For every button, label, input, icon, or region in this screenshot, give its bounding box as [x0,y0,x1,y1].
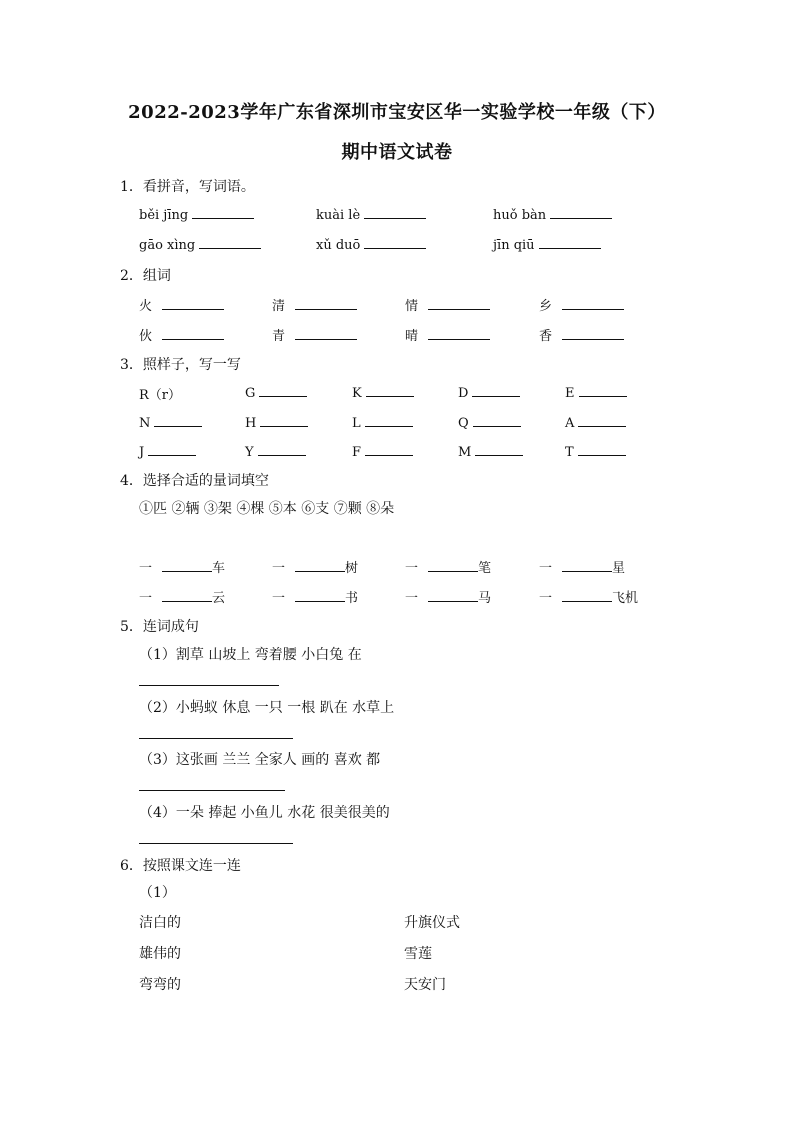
pinyin-item [493,236,601,253]
letter-text: M [458,445,472,460]
character-text: 晴 [405,329,419,344]
pinyin-item [493,206,612,223]
answer-blank[interactable] [562,589,612,602]
answer-blank[interactable] [162,297,224,310]
noun-text: 马 [478,591,492,606]
pinyin-text: huǒ bàn [493,208,547,223]
prefix-text: 一 [405,591,419,606]
noun-text: 云 [212,591,226,606]
noun-text: 书 [345,591,359,606]
character-item [272,325,357,344]
letter-item [565,443,626,460]
letter-text: G [245,386,256,401]
match-left-item[interactable]: 弯弯的 [139,977,181,993]
letter-text: K [352,386,362,401]
answer-blank[interactable] [428,297,490,310]
fill-item [539,557,625,576]
match-right-item[interactable]: 雪莲 [404,946,432,962]
answer-blank[interactable] [428,327,490,340]
letter-item [352,443,413,460]
letter-item [245,384,307,401]
letter-item [245,414,308,431]
letter-text: F [352,445,362,460]
sub-question-label: （1） [139,885,176,901]
character-item [539,295,624,314]
character-text: 情 [405,299,419,314]
answer-blank[interactable] [365,443,413,456]
answer-line[interactable] [139,684,279,686]
fill-item [539,587,638,606]
letter-item [245,443,306,460]
answer-blank[interactable] [259,384,307,397]
answer-blank[interactable] [199,236,261,249]
noun-text: 车 [212,561,226,576]
letter-item [352,414,413,431]
answer-blank[interactable] [579,384,627,397]
answer-blank[interactable] [562,559,612,572]
sentence-words: （1）割草 山坡上 弯着腰 小白兔 在 [139,647,362,663]
fill-item [139,557,225,576]
answer-blank[interactable] [428,559,478,572]
answer-line[interactable] [139,842,293,844]
answer-blank[interactable] [148,443,196,456]
question-1-heading: 1．看拼音，写词语。 [120,179,255,195]
letter-item [565,414,626,431]
answer-blank[interactable] [366,384,414,397]
noun-text: 笔 [478,561,492,576]
question-6-heading: 6．按照课文连一连 [120,858,241,874]
character-text: 香 [539,329,553,344]
answer-blank[interactable] [539,236,601,249]
letter-text: T [565,445,574,460]
answer-blank[interactable] [260,414,308,427]
letter-item [565,384,627,401]
letter-item [458,414,521,431]
measure-word-options: ①匹 ②辆 ③架 ④棵 ⑤本 ⑥支 ⑦颗 ⑧朵 [139,501,395,517]
answer-blank[interactable] [475,443,523,456]
character-item [405,295,490,314]
answer-blank[interactable] [364,206,426,219]
prefix-text: 一 [539,591,553,606]
match-right-item[interactable]: 升旗仪式 [404,915,460,931]
page-title: 2022-2023学年广东省深圳市宝安区华一实验学校一年级（下） [128,102,666,123]
noun-text: 飞机 [612,591,639,606]
match-left-item[interactable]: 雄伟的 [139,946,181,962]
pinyin-text: jīn qiū [493,238,535,253]
pinyin-item [316,206,426,223]
answer-blank[interactable] [162,589,212,602]
letter-text: L [352,416,361,431]
question-2-heading: 2．组词 [120,268,171,284]
letter-item [458,443,523,460]
fill-item [139,587,225,606]
question-4-heading: 4．选择合适的量词填空 [120,473,269,489]
letter-text: N [139,416,151,431]
match-left-item[interactable]: 洁白的 [139,915,181,931]
answer-blank[interactable] [364,236,426,249]
answer-blank[interactable] [295,589,345,602]
character-item [139,325,224,344]
answer-blank[interactable] [578,443,626,456]
page-subtitle: 期中语文试卷 [341,142,453,163]
answer-line[interactable] [139,789,285,791]
pinyin-item [139,206,254,223]
letter-text: E [565,386,575,401]
answer-blank[interactable] [472,384,520,397]
character-text: 伙 [139,329,153,344]
character-text: 青 [272,329,286,344]
letter-text: Y [245,445,254,460]
pinyin-text: kuài lè [316,208,361,223]
prefix-text: 一 [272,561,286,576]
fill-item [272,557,358,576]
letter-text: J [139,445,145,460]
letter-text: Q [458,416,469,431]
noun-text: 星 [612,561,626,576]
character-text: 火 [139,299,153,314]
prefix-text: 一 [139,561,153,576]
answer-blank[interactable] [428,589,478,602]
match-right-item[interactable]: 天安门 [404,977,446,993]
letter-item [352,384,414,401]
letter-item [458,384,520,401]
answer-blank[interactable] [473,414,521,427]
answer-blank[interactable] [562,297,624,310]
fill-item [405,557,491,576]
character-item [272,295,357,314]
sentence-words: （2）小蚂蚁 休息 一只 一根 趴在 水草上 [139,700,395,716]
letter-example: R（r） [139,388,182,403]
character-text: 清 [272,299,286,314]
character-item [405,325,490,344]
pinyin-item [139,236,261,253]
letter-item [139,414,202,431]
answer-blank[interactable] [295,559,345,572]
character-text: 乡 [539,299,553,314]
pinyin-text: běi jīng [139,208,189,223]
question-3-heading: 3．照样子，写一写 [120,357,241,373]
prefix-text: 一 [405,561,419,576]
fill-item [272,587,358,606]
answer-blank[interactable] [562,327,624,340]
sentence-words: （3）这张画 兰兰 全家人 画的 喜欢 都 [139,752,381,768]
character-item [139,295,224,314]
fill-item [405,587,491,606]
answer-blank[interactable] [162,559,212,572]
prefix-text: 一 [272,591,286,606]
prefix-text: 一 [139,591,153,606]
answer-line[interactable] [139,737,293,739]
letter-text: A [565,416,575,431]
answer-blank[interactable] [365,414,413,427]
answer-blank[interactable] [192,206,254,219]
pinyin-text: gāo xìng [139,238,196,253]
answer-blank[interactable] [154,414,202,427]
answer-blank[interactable] [258,443,306,456]
prefix-text: 一 [539,561,553,576]
pinyin-text: xǔ duō [316,238,361,253]
answer-blank[interactable] [162,327,224,340]
sentence-words: （4）一朵 捧起 小鱼儿 水花 很美很美的 [139,805,390,821]
answer-blank[interactable] [550,206,612,219]
answer-blank[interactable] [295,297,357,310]
pinyin-item [316,236,426,253]
noun-text: 树 [345,561,359,576]
answer-blank[interactable] [295,327,357,340]
letter-item [139,443,196,460]
question-5-heading: 5．连词成句 [120,619,199,635]
letter-text: H [245,416,257,431]
letter-text: D [458,386,469,401]
answer-blank[interactable] [578,414,626,427]
character-item [539,325,624,344]
